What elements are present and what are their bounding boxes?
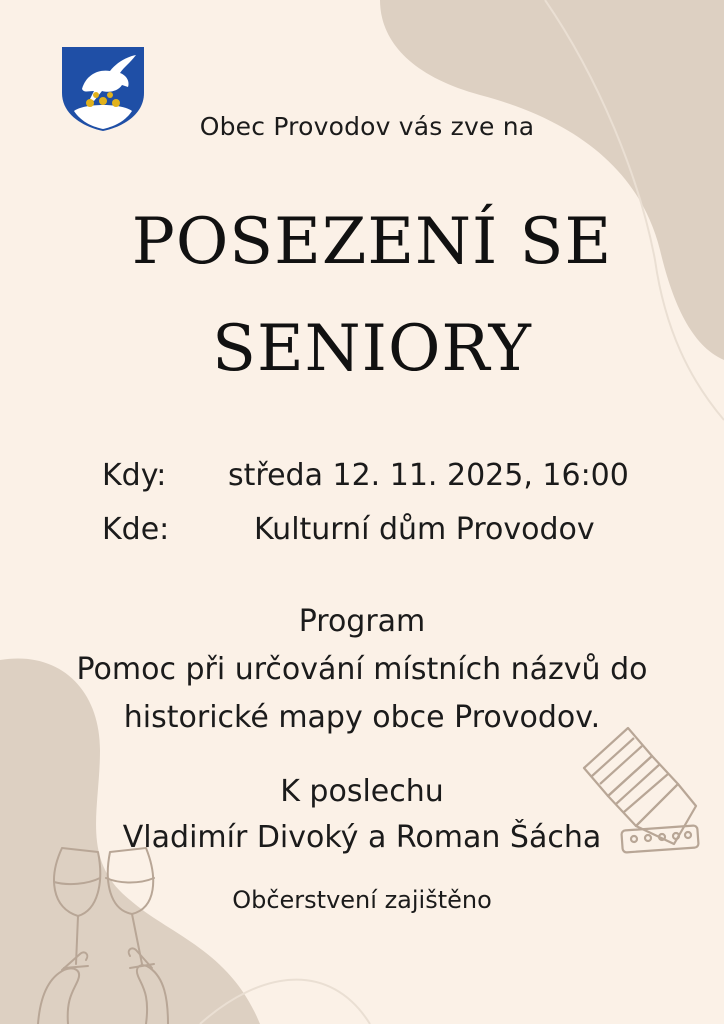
refreshments-note: Občerstvení zajištěno xyxy=(232,886,492,914)
program-line-2: historické mapy obce Provodov. xyxy=(123,700,601,735)
when-value: středa 12. 11. 2025, 16:00 xyxy=(228,458,629,493)
where-value: Kulturní dům Provodov xyxy=(254,512,595,547)
when-label: Kdy: xyxy=(102,458,167,493)
music-heading: K poslechu xyxy=(280,774,444,809)
accordion-icon xyxy=(578,718,702,856)
where-label: Kde: xyxy=(102,512,170,547)
wine-glasses-icon xyxy=(18,838,208,1024)
invitation-line: Obec Provodov vás zve na xyxy=(199,112,535,141)
top-right-blob xyxy=(380,0,724,360)
event-title-line-2: SENIORY xyxy=(212,312,532,386)
program-heading: Program xyxy=(298,604,426,639)
program-line-1: Pomoc při určování místních názvů do xyxy=(76,652,648,687)
event-title-line-1: POSEZENÍ SE xyxy=(131,205,613,279)
performers: Vladimír Divoký a Roman Šácha xyxy=(122,820,602,855)
